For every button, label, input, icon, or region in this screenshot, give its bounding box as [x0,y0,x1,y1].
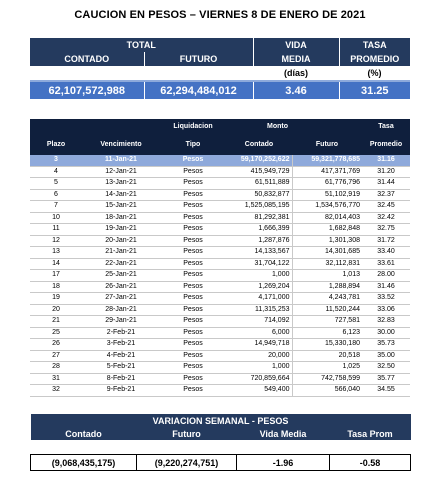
pct-unit: (%) [339,66,410,81]
plazo-cell: 19 [30,293,82,305]
table-row [30,201,410,213]
plazo-cell: 27 [30,350,82,362]
contado-cell: 14,949,718 [226,339,292,351]
plazo-cell: 3 [30,155,82,166]
tasa-cell: 35.73 [362,339,410,351]
futuro-cell: 1,288,894 [292,281,362,293]
variation-tasa-header: Tasa Prom [330,427,411,440]
table-row [30,258,410,270]
tasa-cell: 32.45 [362,201,410,213]
tipo-cell: Pesos [160,350,226,362]
total-contado-value: 62,107,572,988 [30,81,144,99]
table-row [30,293,410,305]
tasa-cell: 32.50 [362,362,410,374]
contado-cell: 549,400 [226,385,292,397]
plazo-cell: 11 [30,224,82,236]
tasa-cell: 33.52 [362,293,410,305]
monto-header: Monto [226,119,292,133]
variation-title: VARIACION SEMANAL - PESOS [31,414,411,427]
table-row [30,212,410,224]
tipo-cell: Pesos [160,189,226,201]
tasa-cell: 31.72 [362,235,410,247]
plazo-cell: 31 [30,373,82,385]
tasa-cell: 35.77 [362,373,410,385]
contado-cell: 1,525,085,195 [226,201,292,213]
futuro-cell: 4,243,781 [292,293,362,305]
tasa-cell: 31.46 [362,281,410,293]
tipo-cell: Pesos [160,235,226,247]
tasa-cell: 31.44 [362,178,410,190]
tipo-cell: Pesos [160,224,226,236]
tasa-cell: 33.61 [362,258,410,270]
tasa-cell: 31.16 [362,155,410,166]
contado-cell: 20,000 [226,350,292,362]
futuro-cell: 1,682,848 [292,224,362,236]
variation-tasa-value: -0.58 [330,455,411,471]
futuro-cell: 1,013 [292,270,362,282]
table-row [30,166,410,178]
futuro-cell: 727,581 [292,316,362,328]
table-row [30,385,410,397]
futuro-cell: 6,123 [292,327,362,339]
futuro-cell: 32,112,831 [292,258,362,270]
contado-cell: 81,292,381 [226,212,292,224]
tipo-cell: Pesos [160,270,226,282]
tipo-cell: Pesos [160,293,226,305]
futuro-cell: 15,330,180 [292,339,362,351]
tasa-header: TASA [339,38,410,52]
futuro-cell: 59,321,778,685 [292,155,362,166]
tipo-cell: Pesos [160,258,226,270]
contado-cell: 1,287,876 [226,235,292,247]
table-row [30,362,410,374]
table-row [30,316,410,328]
futuro-column-header: Futuro [292,133,362,155]
vencimiento-cell: 20-Jan-21 [82,235,160,247]
futuro-cell: 11,520,244 [292,304,362,316]
total-futuro-value: 62,294,484,012 [144,81,253,99]
tasa-cell: 34.55 [362,385,410,397]
tasa-cell: 28.00 [362,270,410,282]
vida-media-value: 3.46 [253,81,339,99]
table-row [30,281,410,293]
summary-table [30,38,410,99]
table-row [30,247,410,259]
futuro-cell: 742,758,599 [292,373,362,385]
tipo-cell: Pesos [160,201,226,213]
futuro-cell: 14,301,685 [292,247,362,259]
vencimiento-cell: 15-Jan-21 [82,201,160,213]
plazo-cell: 18 [30,281,82,293]
tasa-promedio-value: 31.25 [339,81,410,99]
futuro-cell: 566,040 [292,385,362,397]
futuro-cell: 1,301,308 [292,235,362,247]
contado-cell: 1,000 [226,270,292,282]
tipo-cell: Pesos [160,155,226,166]
vencimiento-cell: 11-Jan-21 [82,155,160,166]
table-row [30,178,410,190]
contado-cell: 61,511,889 [226,178,292,190]
total-header: TOTAL [30,38,253,52]
contado-cell: 6,000 [226,327,292,339]
table-row [30,189,410,201]
futuro-cell: 20,518 [292,350,362,362]
plazo-cell: 7 [30,201,82,213]
contado-cell: 415,949,729 [226,166,292,178]
contado-cell: 1,269,204 [226,281,292,293]
tasa-cell: 30.00 [362,327,410,339]
plazo-cell: 5 [30,178,82,190]
futuro-cell: 51,102,919 [292,189,362,201]
tipo-cell: Pesos [160,247,226,259]
vida-header: VIDA [253,38,339,52]
table-row [30,350,410,362]
media-header: MEDIA [253,52,339,66]
table-row [30,235,410,247]
vencimiento-cell: 9-Feb-21 [82,385,160,397]
plazo-cell: 28 [30,362,82,374]
tipo-cell: Pesos [160,178,226,190]
plazo-cell: 13 [30,247,82,259]
futuro-cell: 1,534,576,770 [292,201,362,213]
vencimiento-cell: 4-Feb-21 [82,350,160,362]
contado-cell: 4,171,000 [226,293,292,305]
tipo-cell: Pesos [160,362,226,374]
plazo-cell: 6 [30,189,82,201]
tasa-cell: 32.75 [362,224,410,236]
table-row [30,339,410,351]
variation-futuro-value: (9,220,274,751) [137,455,237,471]
table-row [30,327,410,339]
table-row [30,155,410,166]
table-row [30,373,410,385]
variation-vida-value: -1.96 [237,455,330,471]
tasa-cell: 33.06 [362,304,410,316]
contado-cell: 50,832,877 [226,189,292,201]
tipo-header: Tipo [160,133,226,155]
vencimiento-cell: 8-Feb-21 [82,373,160,385]
vencimiento-cell: 29-Jan-21 [82,316,160,328]
variation-table [30,414,411,471]
detail-table [30,119,410,397]
contado-cell: 14,133,567 [226,247,292,259]
promedio-column-header: Promedio [362,133,410,155]
contado-cell: 1,666,399 [226,224,292,236]
vencimiento-cell: 2-Feb-21 [82,327,160,339]
vencimiento-cell: 14-Jan-21 [82,189,160,201]
plazo-cell: 12 [30,235,82,247]
plazo-header: Plazo [30,133,82,155]
plazo-cell: 21 [30,316,82,328]
futuro-cell: 1,025 [292,362,362,374]
plazo-cell: 25 [30,327,82,339]
tipo-cell: Pesos [160,281,226,293]
vencimiento-cell: 27-Jan-21 [82,293,160,305]
tasa-cell: 32.37 [362,189,410,201]
contado-cell: 11,315,253 [226,304,292,316]
tipo-cell: Pesos [160,166,226,178]
tipo-cell: Pesos [160,327,226,339]
vencimiento-cell: 12-Jan-21 [82,166,160,178]
plazo-cell: 20 [30,304,82,316]
vencimiento-cell: 22-Jan-21 [82,258,160,270]
dias-unit: (días) [253,66,339,81]
tasa-cell: 35.00 [362,350,410,362]
vencimiento-header: Vencimiento [82,133,160,155]
table-row [30,270,410,282]
variation-vida-header: Vida Media [237,427,330,440]
tasa-cell: 31.20 [362,166,410,178]
futuro-cell: 417,371,769 [292,166,362,178]
tipo-cell: Pesos [160,385,226,397]
variation-futuro-header: Futuro [137,427,237,440]
tipo-cell: Pesos [160,339,226,351]
contado-cell: 31,704,122 [226,258,292,270]
plazo-cell: 32 [30,385,82,397]
vencimiento-cell: 21-Jan-21 [82,247,160,259]
tipo-cell: Pesos [160,373,226,385]
table-row [30,224,410,236]
tasa-cell: 32.83 [362,316,410,328]
plazo-cell: 17 [30,270,82,282]
plazo-cell: 4 [30,166,82,178]
variation-contado-header: Contado [31,427,137,440]
tasa-cell: 33.40 [362,247,410,259]
contado-cell: 720,859,664 [226,373,292,385]
vencimiento-cell: 3-Feb-21 [82,339,160,351]
vencimiento-cell: 18-Jan-21 [82,212,160,224]
liquidacion-header: Liquidacion [160,119,226,133]
contado-header: CONTADO [30,52,144,66]
plazo-cell: 14 [30,258,82,270]
vencimiento-cell: 26-Jan-21 [82,281,160,293]
tasa-header-top: Tasa [362,119,410,133]
table-row [30,304,410,316]
vencimiento-cell: 28-Jan-21 [82,304,160,316]
vencimiento-cell: 5-Feb-21 [82,362,160,374]
futuro-cell: 82,014,403 [292,212,362,224]
contado-cell: 1,000 [226,362,292,374]
tipo-cell: Pesos [160,212,226,224]
futuro-cell: 61,776,796 [292,178,362,190]
tipo-cell: Pesos [160,316,226,328]
tipo-cell: Pesos [160,304,226,316]
plazo-cell: 10 [30,212,82,224]
contado-column-header: Contado [226,133,292,155]
plazo-cell: 26 [30,339,82,351]
page-title: CAUCION EN PESOS – VIERNES 8 DE ENERO DE 2021 [74,9,366,21]
vencimiento-cell: 25-Jan-21 [82,270,160,282]
vencimiento-cell: 19-Jan-21 [82,224,160,236]
futuro-header: FUTURO [144,52,253,66]
contado-cell: 714,092 [226,316,292,328]
variation-contado-value: (9,068,435,175) [31,455,137,471]
vencimiento-cell: 13-Jan-21 [82,178,160,190]
contado-cell: 59,170,252,622 [226,155,292,166]
tasa-cell: 32.42 [362,212,410,224]
promedio-header: PROMEDIO [339,52,410,66]
